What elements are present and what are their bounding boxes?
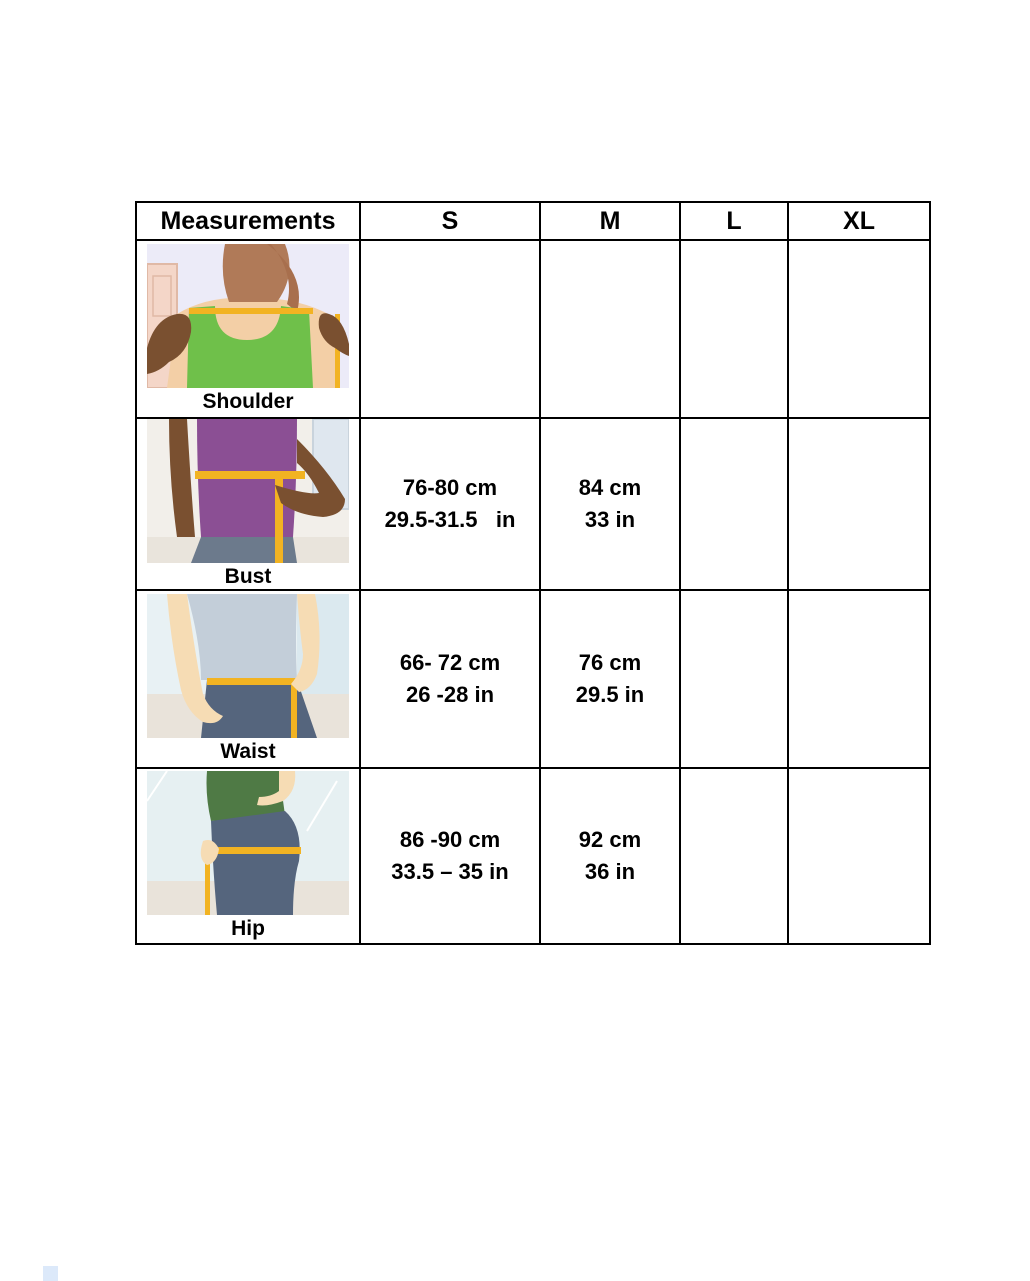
value-line: 92 cm	[578, 827, 642, 852]
cell-shoulder-m	[540, 240, 680, 418]
hip-measure-illustration	[147, 771, 349, 915]
value-line: 29.5 in	[575, 682, 645, 707]
bust-measure-illustration	[147, 419, 349, 563]
cell-shoulder-xl	[788, 240, 930, 418]
value-line: 76-80 cm	[402, 475, 498, 500]
value-line: 33.5 – 35 in	[391, 859, 509, 884]
cell-shoulder-s	[360, 240, 540, 418]
value-line: 86 -90 cm	[399, 827, 501, 852]
table-row-waist	[136, 590, 930, 768]
value-line: 33 in	[584, 507, 636, 532]
cell-bust-xl	[788, 418, 930, 590]
cell-waist-m	[540, 590, 680, 768]
measurement-cell-hip	[136, 768, 360, 944]
row-label-bust: Bust	[224, 565, 272, 588]
waist-measure-illustration	[147, 594, 349, 738]
value-line: 36 in	[584, 859, 636, 884]
header-size-l: L	[680, 202, 788, 240]
row-label-shoulder: Shoulder	[202, 390, 294, 413]
header-size-m: M	[540, 202, 680, 240]
measurement-cell-shoulder	[136, 240, 360, 418]
cell-hip-l	[680, 768, 788, 944]
row-label-hip: Hip	[231, 917, 265, 940]
value-line: 29.5-31.5 in	[384, 507, 516, 532]
table-row-hip	[136, 768, 930, 944]
row-label-waist: Waist	[220, 740, 276, 763]
cell-shoulder-l	[680, 240, 788, 418]
cell-bust-l	[680, 418, 788, 590]
header-measurements: Measurements	[136, 202, 360, 240]
value-line: 76 cm	[578, 650, 642, 675]
value-line: 26 -28 in	[405, 682, 495, 707]
header-size-xl: XL	[788, 202, 930, 240]
value-line: 84 cm	[578, 475, 642, 500]
cell-waist-l	[680, 590, 788, 768]
header-size-s: S	[360, 202, 540, 240]
measurement-cell-bust	[136, 418, 360, 590]
measurement-cell-waist	[136, 590, 360, 768]
cell-hip-xl	[788, 768, 930, 944]
cell-waist-s	[360, 590, 540, 768]
table-row-shoulder	[136, 240, 930, 418]
size-chart-table	[135, 201, 931, 945]
cell-waist-xl	[788, 590, 930, 768]
shoulder-measure-illustration	[147, 244, 349, 388]
cell-bust-m	[540, 418, 680, 590]
header-row	[136, 202, 930, 240]
value-line: 66- 72 cm	[399, 650, 501, 675]
page-corner-marker	[43, 1266, 58, 1281]
cell-bust-s	[360, 418, 540, 590]
cell-hip-m	[540, 768, 680, 944]
table-row-bust	[136, 418, 930, 590]
cell-hip-s	[360, 768, 540, 944]
